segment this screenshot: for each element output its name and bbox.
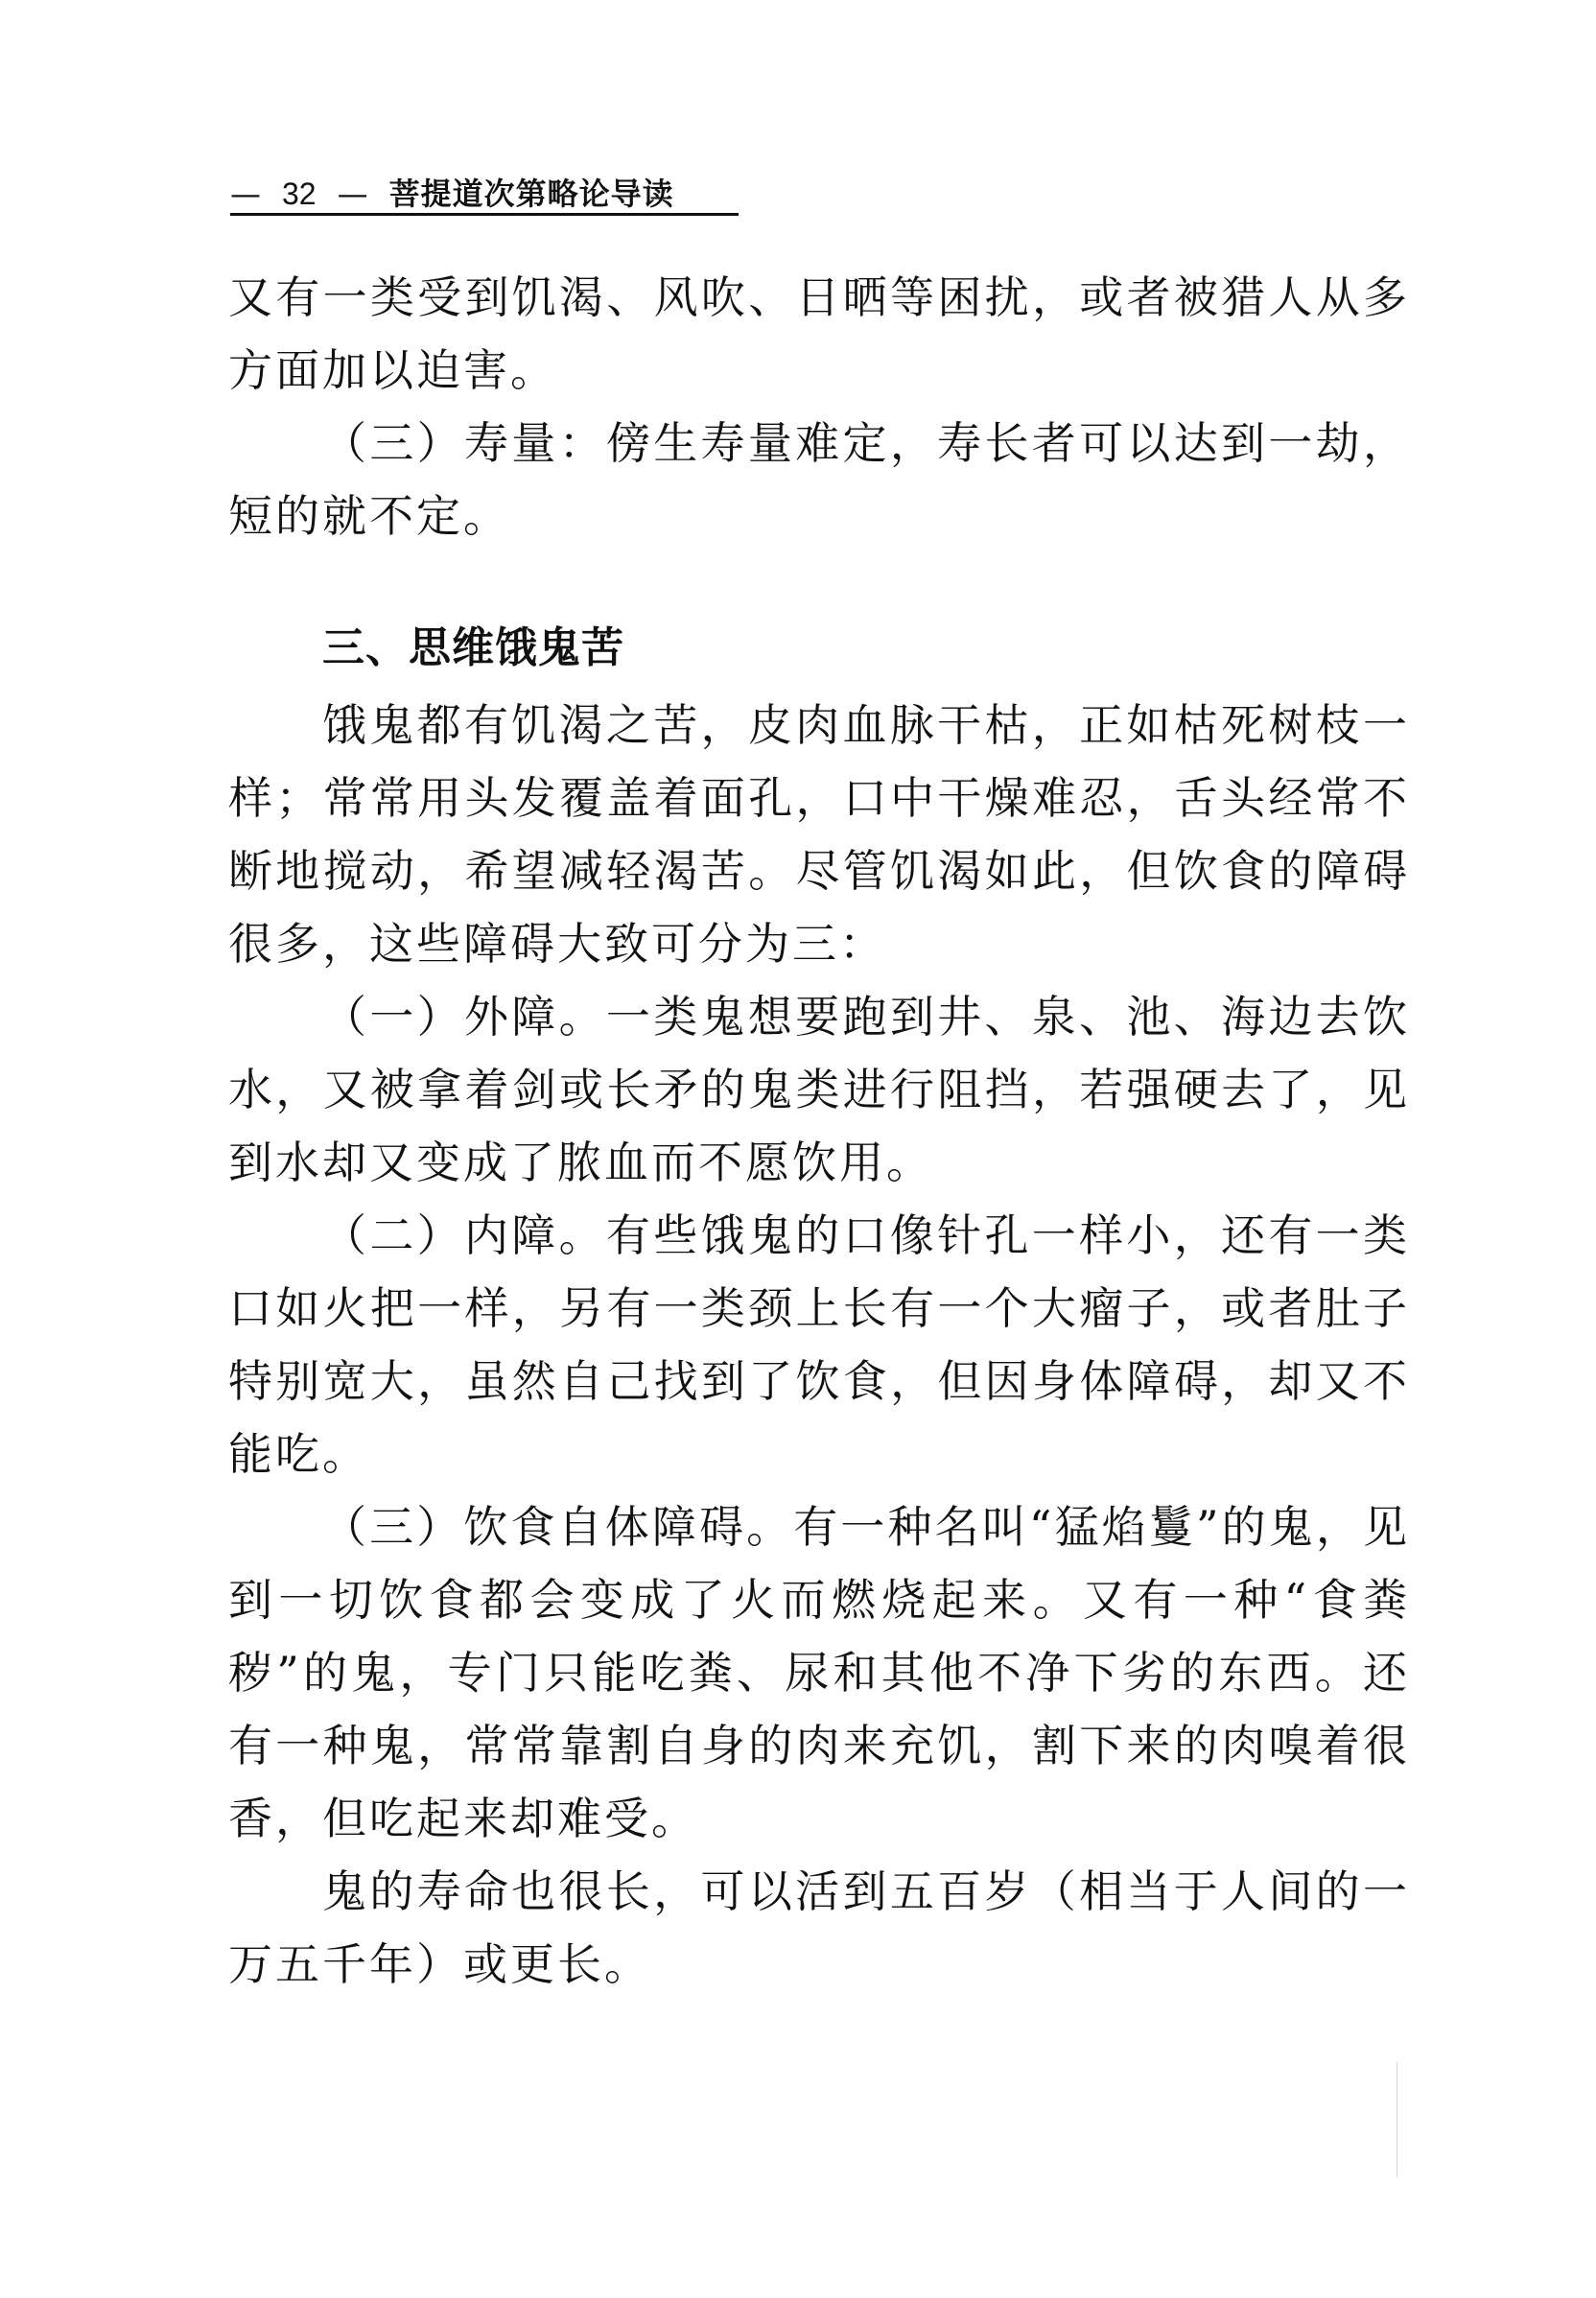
header-dash-left: — (230, 176, 261, 212)
running-header (230, 169, 739, 216)
paragraph-lifespan-animals: （三）寿量：傍生寿量难定，寿长者可以达到一劫，短的就不定。 (228, 417, 1410, 542)
body-text (228, 261, 1410, 2001)
section-heading: 三、思维饿鬼苦 (322, 623, 624, 672)
book-title: 菩提道次第略论导读 (388, 176, 674, 212)
paragraph-ghost-lifespan: 鬼的寿命也很长，可以活到五百岁（相当于人间的一万五千年）或更长。 (228, 1865, 1410, 1990)
paragraph-internal-obstacle: （二）内障。有些饿鬼的口像针孔一样小，还有一类口如火把一样，另有一类颈上长有一个大瘤子，或者肚子特别宽大，虽然自己找到了饮食，但因身体障碍，却又不能吃。 (228, 1209, 1410, 1480)
paragraph-hungry-ghost-suffering: 饿鬼都有饥渴之苦，皮肉血脉干枯，正如枯死树枝一样；常常用头发覆盖着面孔，口中干燥难忍，舌头经常不断地搅动，希望减轻渴苦。尽管饥渴如此，但饮食的障碍很多，这些障碍大致可分为三： (228, 699, 1410, 970)
header-dash-right: — (337, 176, 368, 212)
paragraph-food-obstacle: （三）饮食自体障碍。有一种名叫“猛焰鬘”的鬼，见到一切饮食都会变成了火而燃烧起来。又有一种“食粪秽”的鬼，专门只能吃粪、尿和其他不净下劣的东西。还有一种鬼，常常靠割自身的肉来充饥，割下来的肉嗅着很香，但吃起来却难受。 (228, 1501, 1410, 1844)
page-number: 32 (282, 176, 317, 211)
paragraph-continuation: 又有一类受到饥渴、风吹、日晒等困扰，或者被猎人从多方面加以迫害。 (228, 271, 1410, 396)
scan-edge-mark (1396, 2062, 1397, 2177)
paragraph-external-obstacle: （一）外障。一类鬼想要跑到井、泉、池、海边去饮水，又被拿着剑或长矛的鬼类进行阻挡，若强硬去了，见到水却又变成了脓血而不愿饮用。 (228, 991, 1410, 1188)
